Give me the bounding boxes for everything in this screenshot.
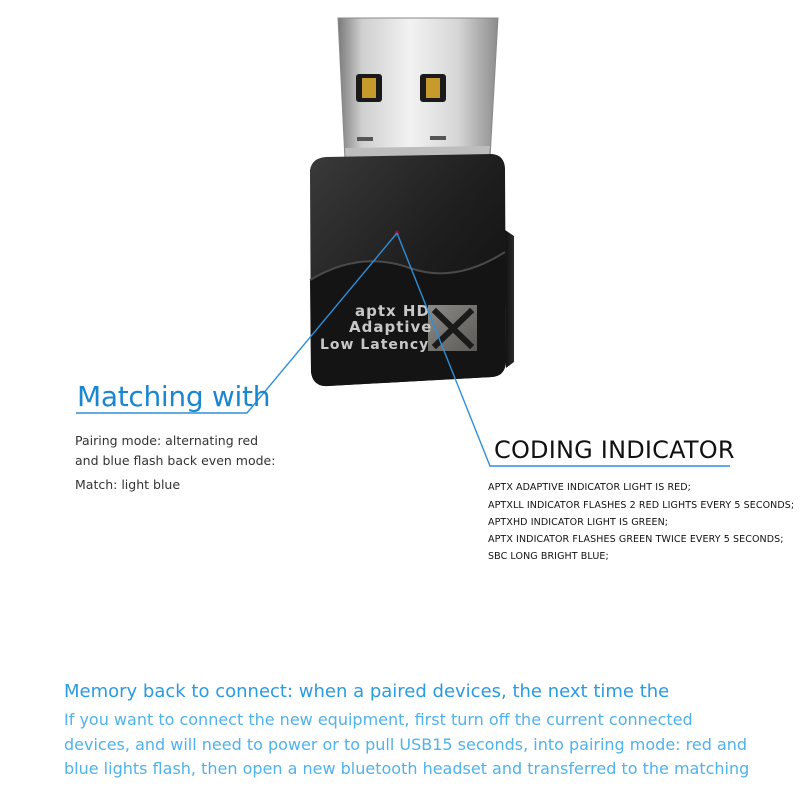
coding-item: SBC LONG BRIGHT BLUE; [488, 551, 609, 562]
coding-indicator-heading: CODING INDICATOR [494, 436, 735, 464]
coding-item: APTXLL INDICATOR FLASHES 2 RED LIGHTS EVERY 5 SECONDS; [488, 500, 795, 511]
device-label-line-3: Low Latency [320, 337, 430, 353]
memory-body-line-2: devices, and will need to power or to pull USB15 seconds, into pairing mode: red and [64, 735, 748, 754]
match-color-line: Match: light blue [75, 477, 181, 492]
memory-body-line-3: blue lights flash, then open a new bluetooth headset and transferred to the matching [64, 759, 750, 778]
pairing-mode-line-1: Pairing mode: alternating red [75, 433, 259, 448]
memory-heading: Memory back to connect: when a paired devices, the next time the [64, 681, 670, 702]
coding-item: APTXHD INDICATOR LIGHT IS GREEN; [488, 517, 669, 528]
coding-item: APTX ADAPTIVE INDICATOR LIGHT IS RED; [488, 482, 691, 493]
device-label-line-1: aptx HD [355, 302, 430, 320]
memory-body-line-1: If you want to connect the new equipment, first turn off the current connected [64, 710, 693, 729]
matching-heading: Matching with [77, 380, 271, 413]
coding-item: APTX INDICATOR FLASHES GREEN TWICE EVERY 5 SECONDS; [488, 534, 784, 545]
pairing-mode-line-2: and blue flash back even mode: [75, 453, 276, 468]
device-label-line-2: Adaptive [349, 318, 433, 336]
usb-plug [338, 18, 498, 162]
